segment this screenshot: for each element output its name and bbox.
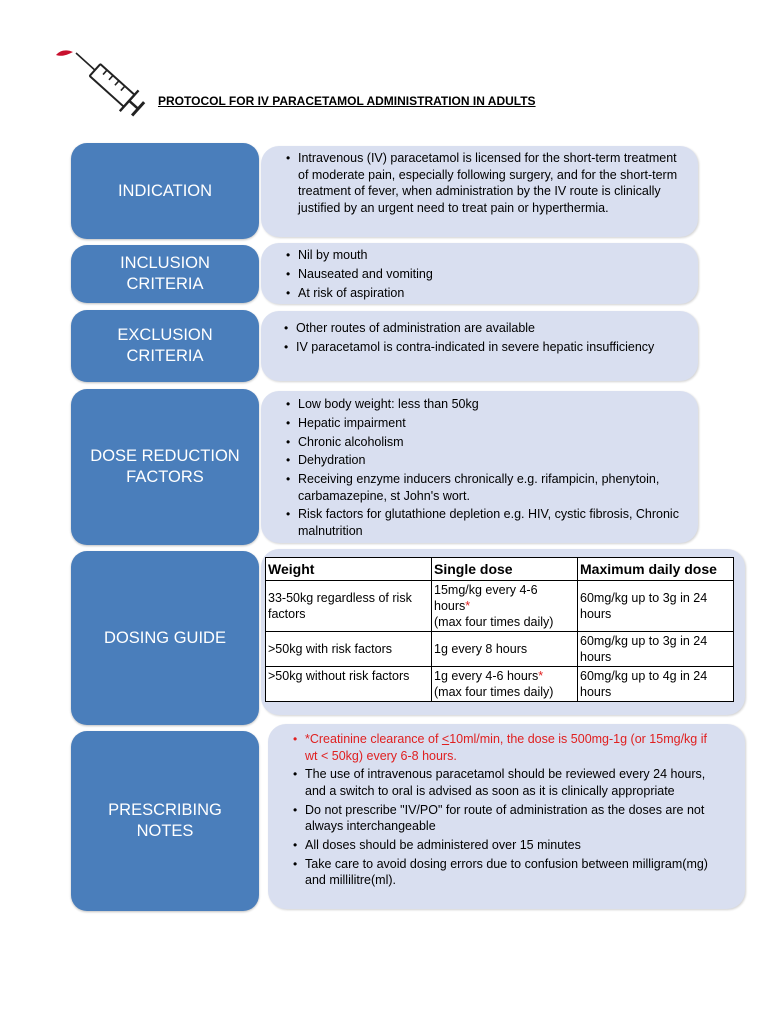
section-label-prescribing-notes: PRESCRIBING NOTES [71,731,259,911]
column-header-maximum-daily-dose: Maximum daily dose [578,558,734,581]
list-item: • Other routes of administration are available [296,320,684,337]
list-item: • Nauseated and vomiting [298,266,684,283]
list-item: • Do not prescribe "IV/PO" for route of administration as the doses are not always interchangeable [305,802,715,835]
table-header-row [266,558,734,581]
dose-reduction-list [298,396,684,539]
dosing-table [265,557,734,702]
table-row [266,632,734,667]
list-item: • Dehydration [298,452,684,469]
inclusion-list [298,247,684,301]
list-item-creatinine-note: • *Creatinine clearance of <10ml/min, the dose is 500mg-1g (or 15mg/kg if wt < 50kg) every 6-8 hours. [305,731,715,764]
cell-weight: >50kg without risk factors [266,667,432,702]
list-item: • Risk factors for glutathione depletion e.g. HIV, cystic fibrosis, Chronic malnutrition [298,506,684,539]
column-header-weight: Weight [266,558,432,581]
section-label-dose-reduction: DOSE REDUCTION FACTORS [71,389,259,545]
section-content-indication [261,146,698,237]
cell-max-dose: 60mg/kg up to 3g in 24 hours [578,581,734,632]
page-title: PROTOCOL FOR IV PARACETAMOL ADMINISTRATION IN ADULTS [158,94,536,108]
cell-max-dose: 60mg/kg up to 3g in 24 hours [578,632,734,667]
list-item: • The use of intravenous paracetamol should be reviewed every 24 hours, and a switch to oral is advised as soon as it is clinically appropriate [305,766,715,799]
asterisk: * [465,599,471,613]
cell-weight: 33-50kg regardless of risk factors [266,581,432,632]
syringe-icon [50,46,150,132]
section-content-dose-reduction [261,391,698,543]
list-item: • Chronic alcoholism [298,434,684,451]
list-item: • IV paracetamol is contra-indicated in severe hepatic insufficiency [296,339,684,356]
list-item: • At risk of aspiration [298,285,684,302]
indication-list [298,150,684,216]
cell-single-dose: 1g every 4-6 hours* (max four times daily) [432,667,578,702]
cell-max-dose: 60mg/kg up to 4g in 24 hours [578,667,734,702]
section-label-dosing-guide: DOSING GUIDE [71,551,259,725]
section-content-inclusion [261,243,698,304]
list-item: • Receiving enzyme inducers chronically e.g. rifampicin, phenytoin, carbamazepine, st John's wort. [298,471,684,504]
cell-single-dose: 1g every 8 hours [432,632,578,667]
section-content-prescribing-notes [268,724,745,909]
list-item: • Hepatic impairment [298,415,684,432]
cell-weight: >50kg with risk factors [266,632,432,667]
section-label-exclusion: EXCLUSION CRITERIA [71,310,259,382]
list-item: • Low body weight: less than 50kg [298,396,684,413]
list-item: • Intravenous (IV) paracetamol is licensed for the short-term treatment of moderate pain, especially following surgery, and for the short-term treatment of fever, when administration by the IV route is clinically justified by an urgent need to treat pain or hyperthermia. [298,150,684,216]
prescribing-notes-list [305,731,715,889]
table-row [266,581,734,632]
column-header-single-dose: Single dose [432,558,578,581]
cell-single-dose: 15mg/kg every 4-6 hours* (max four times daily) [432,581,578,632]
table-row [266,667,734,702]
section-label-inclusion: INCLUSION CRITERIA [71,245,259,303]
exclusion-list [296,320,684,355]
section-content-exclusion [261,311,698,381]
list-item: • Nil by mouth [298,247,684,264]
list-item: • Take care to avoid dosing errors due to confusion between milligram(mg) and millilitre(ml). [305,856,715,889]
list-item: • All doses should be administered over 15 minutes [305,837,715,854]
asterisk: * [538,669,544,683]
section-label-indication: INDICATION [71,143,259,239]
